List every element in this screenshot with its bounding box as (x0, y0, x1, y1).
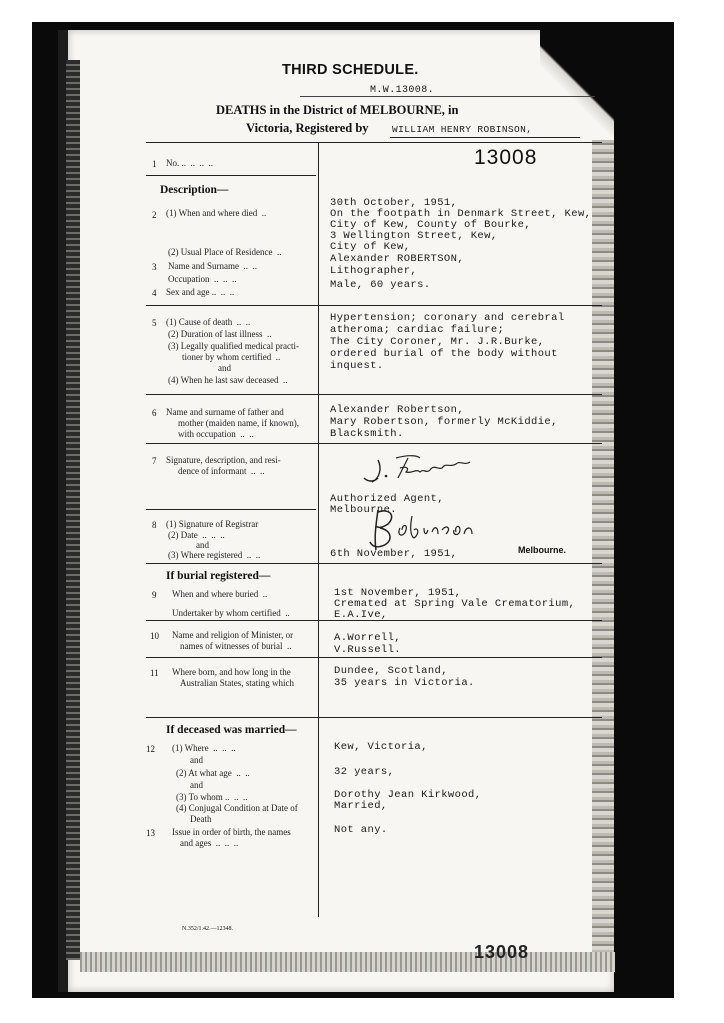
print-code: N.352/1.42.—12348. (182, 926, 233, 932)
header-rule (300, 96, 595, 97)
table-column-divider (318, 142, 319, 917)
row-number: 10 (150, 631, 159, 641)
birthplace: Dundee, Scotland, (334, 665, 448, 677)
sex-and-age: Male, 60 years. (330, 279, 431, 291)
no-label: No. .. .. .. .. (166, 158, 213, 168)
parents-label-cont2: with occupation .. .. (178, 429, 254, 439)
paper-folded-corner (540, 30, 614, 140)
deceased-name: Alexander ROBERTSON, (330, 253, 465, 265)
mother-name: Mary Robertson, formerly McKiddie, (330, 416, 558, 428)
informant-signature (360, 448, 490, 488)
and-label: and (190, 780, 203, 790)
residence: 3 Wellington Street, Kew, (330, 230, 498, 242)
parents-label: Name and surname of father and (166, 407, 284, 417)
father-name: Alexander Robertson, (330, 404, 465, 416)
where-registered-label: (3) Where registered .. .. (168, 550, 261, 560)
row-number: 1 (152, 159, 157, 169)
cause-of-death: Hypertension; coronary and cerebral (330, 312, 565, 324)
row-rule (146, 443, 602, 444)
married-to-label: (3) To whom .. .. .. (176, 792, 248, 802)
issue: Not any. (334, 824, 388, 836)
row-number: 12 (146, 744, 155, 754)
cause-label: (1) Cause of death .. .. (166, 317, 251, 327)
table-top-rule (146, 142, 602, 143)
date-label: (2) Date .. .. .. (168, 530, 225, 540)
married-where-label: (1) Where .. .. .. (172, 743, 236, 753)
practitioner-label-cont: tioner by whom certified .. (182, 352, 281, 362)
burial-place: Cremated at Spring Vale Crematorium, (334, 598, 576, 610)
description-heading: Description— (160, 184, 229, 196)
registrar-underline (390, 137, 580, 138)
paper-edge-right (592, 140, 614, 970)
row-rule (146, 509, 316, 510)
conjugal-condition: Married, (334, 800, 388, 812)
burial-heading: If burial registered— (166, 570, 271, 582)
practitioner-label: (3) Legally qualified medical practi- (168, 341, 299, 351)
marriage-place: Kew, Victoria, (334, 741, 428, 753)
and-label: and (190, 755, 203, 765)
usual-residence-label: (2) Usual Place of Residence .. (168, 247, 282, 257)
minister-label-cont: names of witnesses of burial .. (180, 641, 292, 651)
row-rule (146, 305, 602, 306)
coroner-order: ordered burial of the body without (330, 348, 558, 360)
last-saw-label: (4) When he last saw deceased .. (168, 375, 288, 385)
name-surname-label: Name and Surname .. .. (168, 261, 257, 271)
row-rule (146, 657, 602, 658)
where-born-label: Where born, and how long in the (172, 667, 291, 677)
row-number: 13 (146, 828, 155, 838)
parents-label-cont: mother (maiden name, if known), (178, 418, 299, 428)
witness-2: V.Russell. (334, 644, 402, 656)
coroner: The City Coroner, Mr. J.R.Burke, (330, 336, 545, 348)
informant-label-cont: dence of informant .. .. (178, 466, 265, 476)
paper-edge-bottom (80, 952, 615, 972)
where-born-label-cont: Australian States, stating which (180, 678, 294, 688)
registrar-signature-label: (1) Signature of Registrar (166, 519, 259, 529)
paper-edge-left (66, 60, 80, 960)
registration-place: Melbourne. (518, 545, 567, 555)
row-number: 6 (152, 408, 157, 418)
burial-date: 1st November, 1951, (334, 587, 462, 599)
scan-background-right (612, 22, 674, 997)
registrar-name: WILLIAM HENRY ROBINSON, (392, 124, 533, 135)
row-number: 9 (152, 590, 157, 600)
stamp-number: 13008 (474, 942, 530, 962)
married-age-label: (2) At what age .. .. (176, 768, 250, 778)
witness-1: A.Worrell, (334, 632, 402, 644)
reference-number: M.W.13008. (370, 85, 435, 96)
row-number: 7 (152, 456, 157, 466)
occupation-label: Occupation .. .. .. (168, 274, 237, 284)
duration-label: (2) Duration of last illness .. (168, 329, 272, 339)
row-number: 11 (150, 668, 159, 678)
informant-label: Signature, description, and resi- (166, 455, 281, 465)
issue-label: Issue in order of birth, the names (172, 827, 291, 837)
when-where-died-label: (1) When and where died .. (166, 208, 267, 218)
father-occupation: Blacksmith. (330, 428, 404, 440)
row-number: 3 (152, 262, 157, 272)
marriage-age: 32 years, (334, 766, 395, 778)
when-where-buried-label: When and where buried .. (172, 589, 268, 599)
conjugal-condition-label: (4) Conjugal Condition at Date of (176, 803, 298, 813)
row-rule (146, 394, 602, 395)
row-rule (146, 717, 602, 718)
spouse-name: Dorothy Jean Kirkwood, (334, 789, 482, 801)
registration-date: 6th November, 1951, (330, 548, 458, 560)
row-rule (146, 175, 316, 176)
married-heading: If deceased was married— (166, 724, 297, 736)
undertaker: E.A.Ive, (334, 609, 388, 621)
place-of-death-city: City of Kew, County of Bourke, (330, 219, 532, 231)
minister-label: Name and religion of Minister, or (172, 630, 294, 640)
and-label: and (218, 363, 231, 373)
undertaker-label: Undertaker by whom certified .. (172, 608, 290, 618)
residence-city: City of Kew, (330, 241, 411, 253)
place-of-death: On the footpath in Denmark Street, Kew, (330, 208, 592, 220)
date-of-death: 30th October, 1951, (330, 197, 458, 209)
issue-label-cont: and ages .. .. .. (180, 838, 239, 848)
row-number: 5 (152, 318, 157, 328)
informant-description: Authorized Agent, (330, 493, 444, 505)
years-in-victoria: 35 years in Victoria. (334, 677, 475, 689)
and-label: and (196, 540, 209, 550)
conjugal-condition-label-cont: Death (190, 814, 212, 824)
row-number: 8 (152, 520, 157, 530)
row-number: 4 (152, 288, 157, 298)
deaths-district-line: DEATHS in the District of MELBOURNE, in (216, 103, 459, 117)
cause-of-death-cont: atheroma; cardiac failure; (330, 324, 505, 336)
registration-number: 13008 (474, 146, 538, 169)
sex-age-label: Sex and age .. .. .. (166, 287, 235, 297)
registered-by-line: Victoria, Registered by (246, 121, 369, 135)
occupation: Lithographer, (330, 265, 418, 277)
coroner-order-cont: inquest. (330, 360, 384, 372)
informant-residence: Melbourne. (330, 504, 398, 516)
row-rule (146, 563, 602, 564)
schedule-title: THIRD SCHEDULE. (282, 62, 419, 78)
row-number: 2 (152, 210, 157, 220)
